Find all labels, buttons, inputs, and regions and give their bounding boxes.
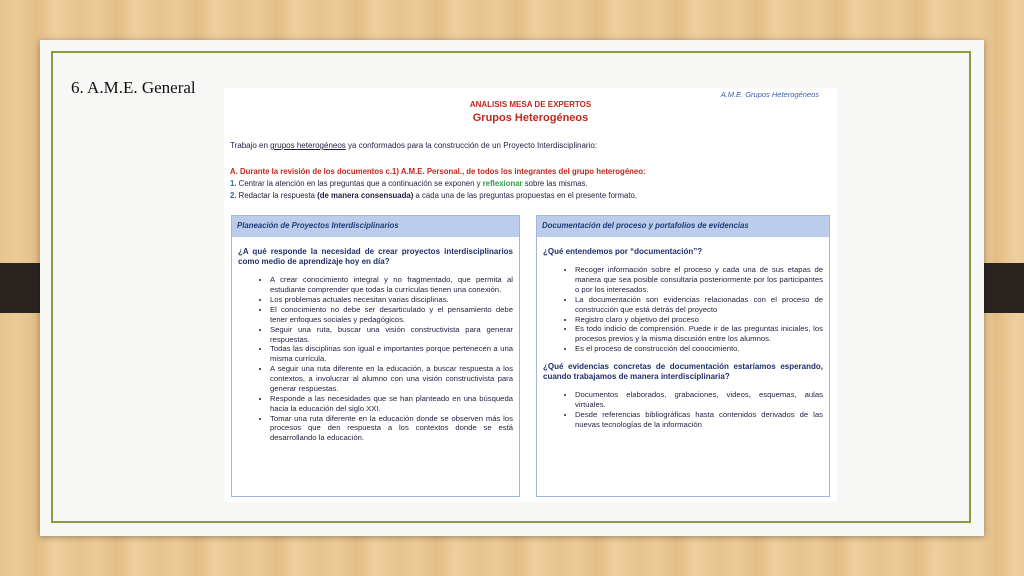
list-item: • Todas las disciplinas son igual e importantes porque pertenecen a una misma currícula. xyxy=(270,344,513,364)
doc-corner-label: A.M.E. Grupos Heterogéneos xyxy=(720,90,819,99)
step-1-emphasis: reflexionar xyxy=(482,179,523,188)
list-item: • A seguir una ruta diferente en la educación, a buscar respuesta a los contextos, a involucrar al alumno con una visión constructivista para generar respuestas. xyxy=(270,364,513,394)
step-2-text-a: Redactar la respuesta xyxy=(236,191,318,200)
doc-intro xyxy=(230,141,597,151)
panel-planeacion xyxy=(231,215,520,497)
step-2-text-b: a cada una de las preguntas propuestas en el presente formato. xyxy=(413,191,638,200)
step-1-text-b: sobre las mismas. xyxy=(522,179,588,188)
step-1-text-a: Centrar la atención en las preguntas que a continuación se exponen y xyxy=(236,179,483,188)
section-a: A. Durante la revisión de los documentos c.1) A.M.E. Personal., de todos los integrantes del grupo heterogéneo: xyxy=(230,167,646,176)
doc-heading: ANALISIS MESA DE EXPERTOS xyxy=(469,100,592,109)
panel-documentacion-question-2: ¿Qué evidencias concretas de documentación estaríamos esperando, cuando trabajamos de manera interdisciplinaria? xyxy=(543,361,823,382)
list-item: • Es todo indicio de comprensión. Puede ir de las preguntas iniciales, los procesos previos y la misma discusión entre los alumnos. xyxy=(575,324,823,344)
step-2-bold: (de manera consensuada) xyxy=(317,191,414,200)
step-1 xyxy=(230,179,588,189)
list-item: • Desde referencias bibliográficas hasta contenidos derivados de las nuevas tecnologías de la información xyxy=(575,410,823,430)
list-item: • Registro claro y objetivo del proceso xyxy=(575,315,823,325)
doc-subheading: Grupos Heterogéneos xyxy=(472,112,589,124)
panel-documentacion xyxy=(536,215,830,497)
list-item: • Es el proceso de construcción del conocimiento. xyxy=(575,344,823,354)
list-item: • Recoger información sobre el proceso y cada una de sus etapas de manera que sea posible consultaria posteriormente por los participantes o por los interesados. xyxy=(575,265,823,295)
panel-planeacion-header: Planeación de Proyectos Interdisciplinarios xyxy=(232,216,519,237)
slide xyxy=(40,40,984,536)
document-image xyxy=(224,88,837,502)
intro-text-a: Trabajo en xyxy=(230,141,271,150)
panel-documentacion-header: Documentación del proceso y portafolios de evidencias xyxy=(537,216,829,237)
step-2 xyxy=(230,191,637,201)
list-item: • Seguir una ruta, buscar una visión constructivista para generar respuestas. xyxy=(270,325,513,345)
slide-title: 6. A.M.E. General xyxy=(71,78,196,97)
intro-text-b: ya conformados para la construcción de un Proyecto Interdisciplinario: xyxy=(345,141,598,150)
step-2-number: 2. xyxy=(230,191,237,200)
list-item: • Los problemas actuales necesitan varias disciplinas. xyxy=(270,295,513,305)
intro-underline: grupos heterogéneos xyxy=(270,141,346,150)
panel-documentacion-list-1 xyxy=(543,265,823,354)
panel-planeacion-list xyxy=(238,275,513,443)
list-item: • Responde a las necesidades que se han planteado en una búsqueda hacia la educación del siglo XXI. xyxy=(270,394,513,414)
list-item: • La documentación son evidencias relacionadas con el proceso de construcción que está detrás del proyecto xyxy=(575,295,823,315)
list-item: • Documentos elaborados, grabaciones, videos, esquemas, aulas virtuales. xyxy=(575,390,823,410)
list-item: • El conocimiento no debe ser desarticulado y el pensamiento debe tener enfoques sociales y pedagógicos. xyxy=(270,305,513,325)
panel-planeacion-question: ¿A qué responde la necesidad de crear proyectos interdisciplinarios como medio de aprendizaje hoy en día? xyxy=(238,247,513,267)
list-item: • Tomar una ruta diferente en la educación donde se observen más los procesos que den respuesta a los contextos donde se está desarrollando la educación. xyxy=(270,414,513,444)
step-1-number: 1. xyxy=(230,179,237,188)
list-item: • A crear conocimiento integral y no fragmentado, que permita al estudiante comprender que todas la currículas tienen una conexión. xyxy=(270,275,513,295)
panel-documentacion-list-2 xyxy=(543,390,823,429)
panel-documentacion-question-1: ¿Qué entendemos por “documentación”? xyxy=(543,247,703,256)
